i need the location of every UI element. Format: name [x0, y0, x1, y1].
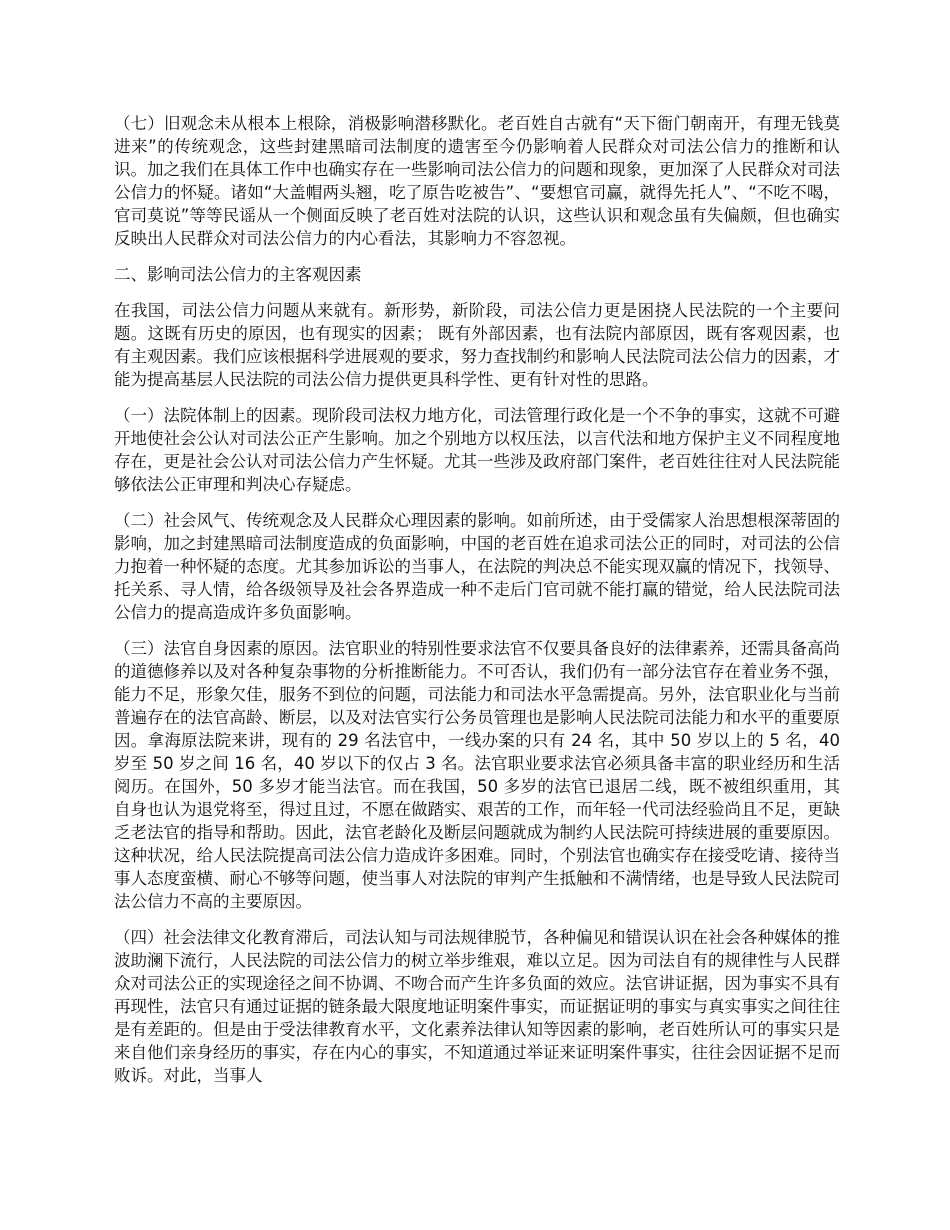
paragraph-item-1: （一）法院体制上的因素。现阶段司法权力地方化，司法管理行政化是一个不争的事实，这就不可避开地使社会公认对司法公正产生影响。加之个别地方以权压法，以言代法和地方保护主义不同程度地存在，更是社会公认对司法公信力产生怀疑。尤其一些涉及政府部门案件，老百姓往往对人民法院能够依法公正审理和判决心存疑虑。	[114, 406, 840, 494]
paragraph-item-3: （三）法官自身因素的原因。法官职业的特别性要求法官不仅要具备良好的法律素养，还需具备高尚的道德修养以及对各种复杂事物的分析推断能力。不可否认，我们仍有一部分法官存在着业务不强，能力不足，形象欠佳，服务不到位的问题，司法能力和司法水平急需提高。另外，法官职业化与当前普遍存在的法官高龄、断层，以及对法官实行公务员管理也是影响人民法院司法能力和水平的重要原因。拿海原法院来讲，现有的 29 名法官中，一线办案的只有 24 名，其中 50 岁以上的 5 名，40 岁至 50 岁之间 16 名，40 岁以下的仅占 3 名。法官职业要求法官必须具备丰富的职业经历和生活阅历。在国外，50 多岁才能当法官。而在我国，50 多岁的法官已退居二线，既不被组织重用，其自身也认为退党将至，得过且过，不愿在做踏实、艰苦的工作，而年轻一代司法经验尚且不足，更缺乏老法官的指导和帮助。因此，法官老龄化及断层问题就成为制约人民法院可持续进展的重要原因。这种状况，给人民法院提高司法公信力造成许多困难。同时，个别法官也确实存在接受吃请、接待当事人态度蛮横、耐心不够等问题，使当事人对法院的审判产生抵触和不满情绪，也是导致人民法院司法公信力不高的主要原因。	[114, 639, 840, 911]
section-heading-2: 二、影响司法公信力的主客观因素	[114, 265, 362, 284]
paragraph-item-2: （二）社会风气、传统观念及人民群众心理因素的影响。如前所述，由于受儒家人治思想根深蒂固的影响，加之封建黑暗司法制度造成的负面影响，中国的老百姓在追求司法公正的同时，对司法的公信力抱着一种怀疑的态度。尤其参加诉讼的当事人，在法院的判决总不能实现双赢的情况下，找领导、托关系、寻人情，给各级领导及社会各界造成一种不走后门官司就不能打赢的错觉，给人民法院司法公信力的提高造成许多负面影响。	[114, 511, 840, 622]
paragraph-intro: 在我国，司法公信力问题从来就有。新形势，新阶段，司法公信力更是困挠人民法院的一个主要问题。这既有历史的原因，也有现实的因素； 既有外部因素，也有法院内部原因，既有客观因素，也有主观因素。我们应该根据科学进展观的要求，努力查找制约和影响人民法院司法公信力的因素，才能为提高基层人民法院的司法公信力提供更具科学性、更有针对性的思路。	[114, 301, 840, 389]
document-body	[114, 112, 840, 1100]
paragraph-item-4: （四）社会法律文化教育滞后，司法认知与司法规律脱节，各种偏见和错误认识在社会各种媒体的推波助澜下流行，人民法院的司法公信力的树立举步维艰，难以立足。因为司法自有的规律性与人民群众对司法公正的实现途径之间不协调、不吻合而产生许多负面的效应。法官讲证据，因为事实不具有再现性，法官只有通过证据的链条最大限度地证明案件事实，而证据证明的事实与真实事实之间往往是有差距的。但是由于受法律教育水平，文化素养法律认知等因素的影响，老百姓所认可的事实只是来自他们亲身经历的事实，存在内心的事实，不知道通过举证来证明案件事实，往往会因证据不足而败诉。对此，当事人	[114, 928, 840, 1085]
paragraph-section-7: （七）旧观念未从根本上根除，消极影响潜移默化。老百姓自古就有“天下衙门朝南开，有理无钱莫进来”的传统观念，这些封建黑暗司法制度的遗害至今仍影响着人民群众对司法公信力的推断和认识。加之我们在具体工作中也确实存在一些影响司法公信力的问题和现象，更加深了人民群众对司法公信力的怀疑。诸如“大盖帽两头翘，吃了原告吃被告”、“要想官司赢，就得先托人”、“不吃不喝，官司莫说”等等民谣从一个侧面反映了老百姓对法院的认识，这些认识和观念虽有失偏颇，但也确实反映出人民群众对司法公信力的内心看法，其影响力不容忽视。	[114, 114, 840, 248]
